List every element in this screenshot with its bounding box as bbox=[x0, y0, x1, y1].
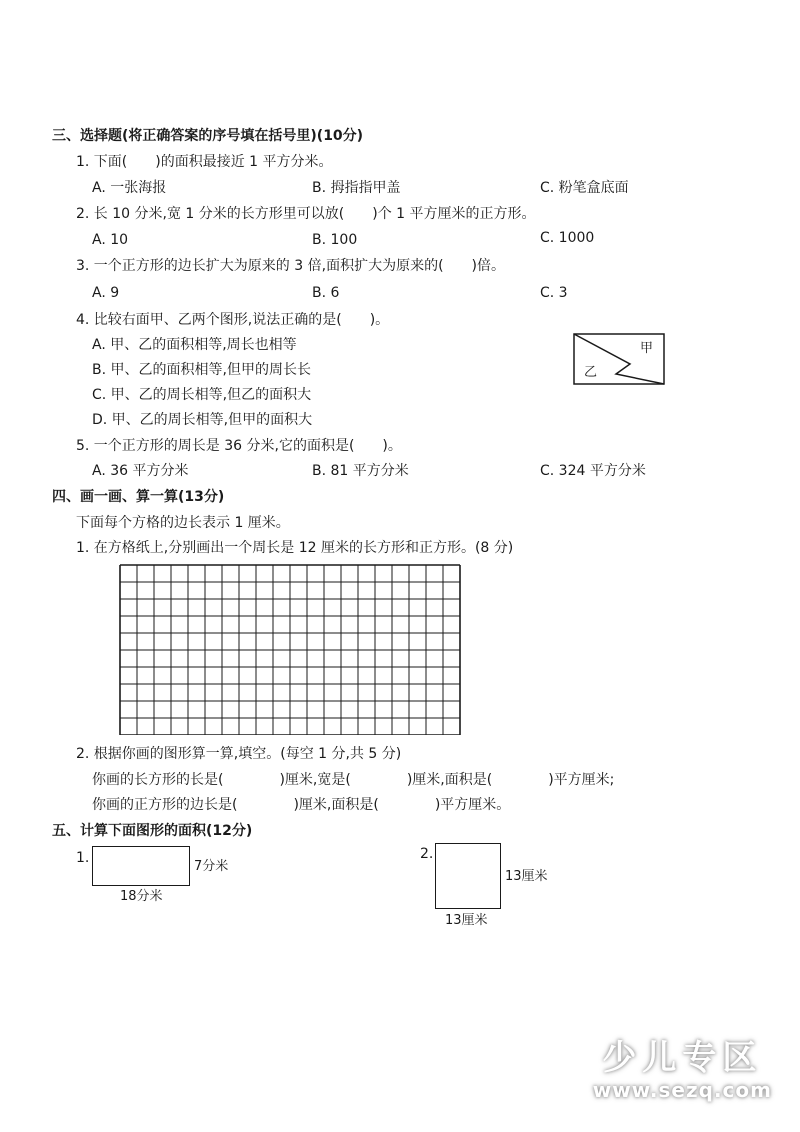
figure1-height-label: 7分米 bbox=[194, 859, 229, 874]
q4-option-c: C. 甲、乙的周长相等,但乙的面积大 bbox=[92, 387, 312, 403]
q3-option-b: B. 6 bbox=[312, 285, 340, 301]
q3-option-a: A. 9 bbox=[92, 285, 120, 301]
section3-title: 三、选择题(将正确答案的序号填在括号里)(10分) bbox=[52, 128, 364, 144]
figure2-height-label: 13厘米 bbox=[505, 869, 548, 884]
watermark-brand: 少儿专区 bbox=[602, 1038, 763, 1078]
section4-intro: 下面每个方格的边长表示 1 厘米。 bbox=[76, 515, 290, 531]
s4-q2-stem: 2. 根据你画的图形算一算,填空。(每空 1 分,共 5 分) bbox=[76, 746, 402, 762]
q4-option-d: D. 甲、乙的周长相等,但甲的面积大 bbox=[92, 412, 313, 428]
section5-title: 五、计算下面图形的面积(12分) bbox=[52, 823, 253, 839]
figure2-number: 2. bbox=[420, 846, 434, 862]
watermark-logo bbox=[593, 1038, 772, 1102]
q2-option-a: A. 10 bbox=[92, 232, 129, 248]
rectangle-fill-line: 你画的长方形的长是( )厘米,宽是( )厘米,面积是( )平方厘米; bbox=[92, 772, 615, 788]
q2-option-c: C. 1000 bbox=[540, 230, 595, 246]
q5-option-b: B. 81 平方分米 bbox=[312, 463, 409, 479]
figure1-rectangle bbox=[92, 846, 190, 886]
q4-stem: 4. 比较右面甲、乙两个图形,说法正确的是( )。 bbox=[76, 312, 390, 328]
q3-stem: 3. 一个正方形的边长扩大为原来的 3 倍,面积扩大为原来的( )倍。 bbox=[76, 258, 505, 274]
q1-option-b: B. 拇指指甲盖 bbox=[312, 180, 401, 196]
q1-option-c: C. 粉笔盒底面 bbox=[540, 180, 629, 196]
figure2-square bbox=[435, 843, 501, 909]
label-jia: 甲 bbox=[640, 341, 654, 356]
section4-title: 四、画一画、算一算(13分) bbox=[52, 489, 225, 505]
watermark-url: www.sezq.com bbox=[592, 1078, 772, 1102]
q4-option-a: A. 甲、乙的面积相等,周长也相等 bbox=[92, 337, 297, 353]
q2-option-b: B. 100 bbox=[312, 232, 358, 248]
q2-stem: 2. 长 10 分米,宽 1 分米的长方形里可以放( )个 1 平方厘米的正方形。 bbox=[76, 206, 536, 222]
figure1-width-label: 18分米 bbox=[120, 889, 163, 904]
q5-option-c: C. 324 平方分米 bbox=[540, 463, 646, 479]
q1-stem: 1. 下面( )的面积最接近 1 平方分米。 bbox=[76, 154, 333, 170]
q3-option-c: C. 3 bbox=[540, 285, 568, 301]
figure1-number: 1. bbox=[76, 850, 90, 866]
q1-option-a: A. 一张海报 bbox=[92, 180, 167, 196]
q5-stem: 5. 一个正方形的周长是 36 分米,它的面积是( )。 bbox=[76, 438, 402, 454]
square-grid-paper bbox=[118, 563, 464, 735]
label-yi: 乙 bbox=[584, 365, 598, 380]
q4-jia-yi-figure bbox=[570, 330, 670, 390]
figure2-width-label: 13厘米 bbox=[445, 913, 488, 928]
q4-option-b: B. 甲、乙的面积相等,但甲的周长长 bbox=[92, 362, 311, 378]
q5-option-a: A. 36 平方分米 bbox=[92, 463, 189, 479]
square-fill-line: 你画的正方形的边长是( )厘米,面积是( )平方厘米。 bbox=[92, 797, 511, 813]
s4-q1-stem: 1. 在方格纸上,分别画出一个周长是 12 厘米的长方形和正方形。(8 分) bbox=[76, 540, 514, 556]
